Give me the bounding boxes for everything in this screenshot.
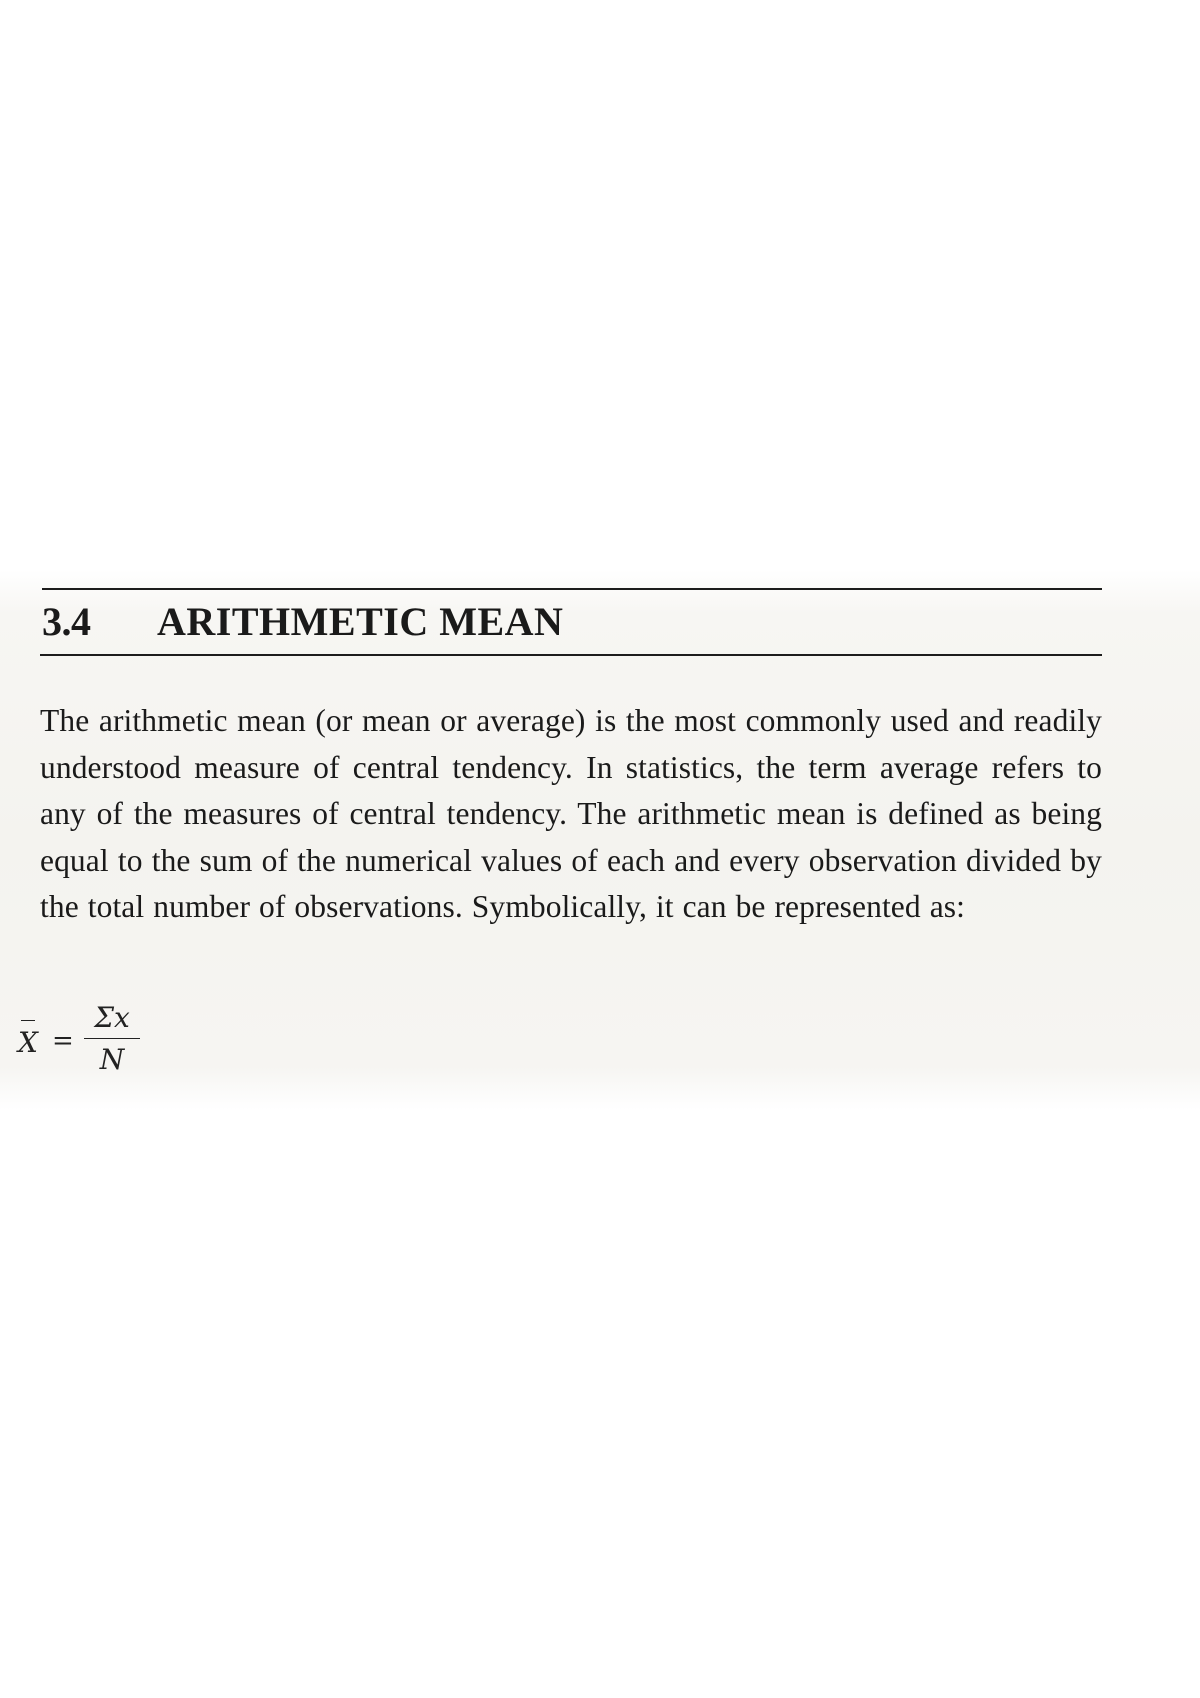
body-paragraph: The arithmetic mean (or mean or average) is the most commonly used and readily understood measure of central tendency. In statistics, the term average refers to any of the measures of central tendency. The arithmetic mean is defined as being equal to the sum of the numerical values of each and every observation divided by the total number of observations. Symbolically, it can be represented as: [40,703,1102,924]
fraction-bar [84,1038,140,1039]
section-title: ARITHMETIC MEAN [157,599,564,644]
formula-equals: = [52,1026,74,1056]
formula-denominator: N [99,1043,125,1076]
formula-fraction [84,1000,140,1077]
bottom-rule [40,654,1102,656]
section-arithmetic-mean [40,588,1102,962]
x-bar-overline [21,1020,35,1021]
formula-numerator: Σx [94,1001,130,1034]
section-number: 3.4 [42,599,91,644]
section-heading [40,590,1102,654]
formula-lhs: X [18,1026,38,1059]
